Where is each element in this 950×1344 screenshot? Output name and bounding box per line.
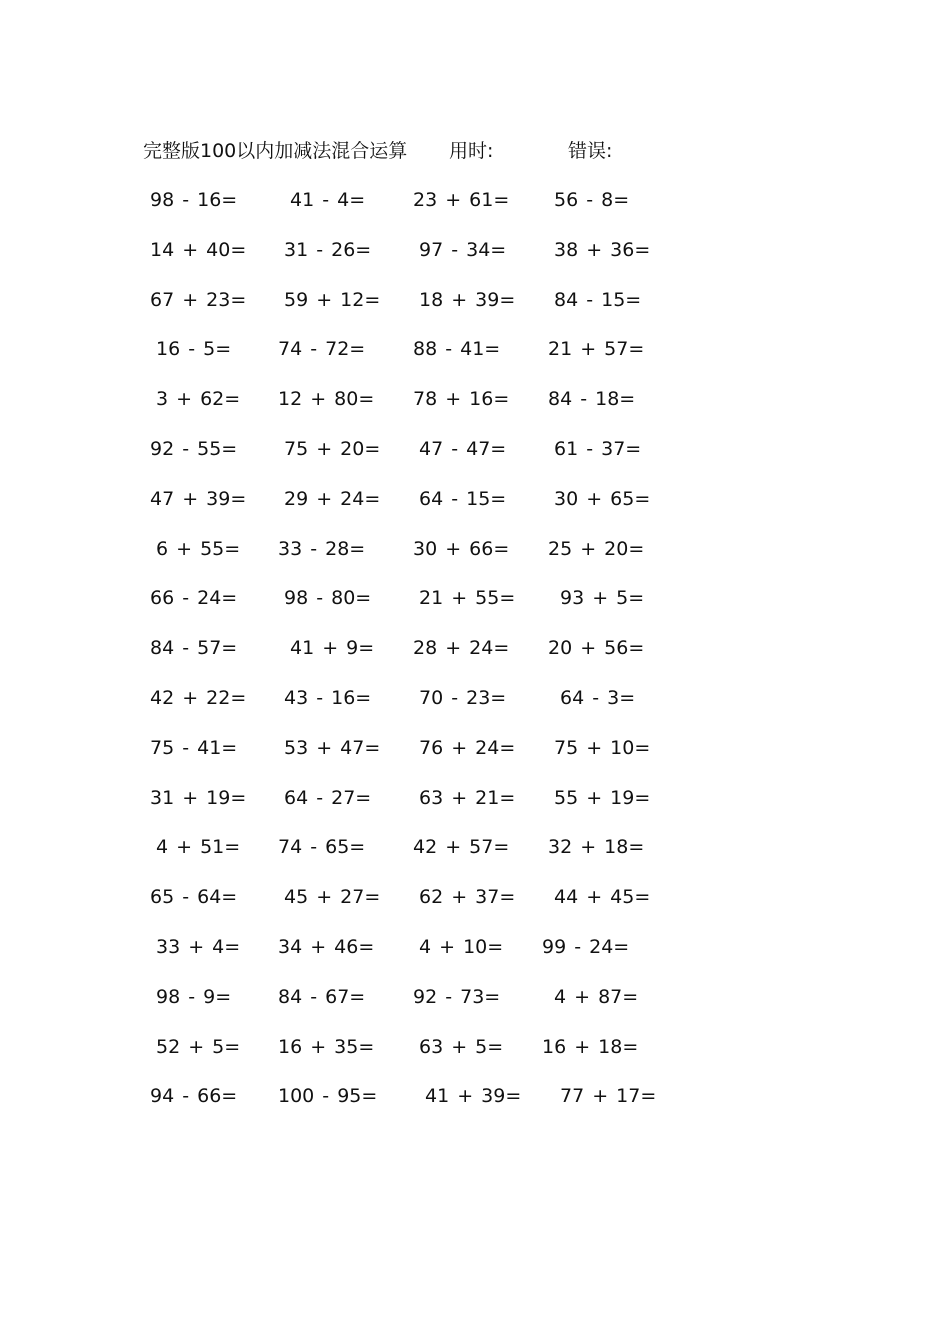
problem-cell: 25 + 20=	[548, 537, 645, 560]
problem-cell: 67 + 23=	[150, 288, 247, 311]
problem-cell: 32 + 18=	[548, 836, 645, 859]
problem-cell: 100 - 95=	[278, 1085, 378, 1108]
problem-cell: 12 + 80=	[278, 388, 375, 411]
problem-row	[0, 286, 950, 336]
problem-cell: 31 + 19=	[150, 786, 247, 809]
problem-cell: 3 + 62=	[156, 388, 241, 411]
problem-row	[0, 983, 950, 1033]
problem-cell: 63 + 5=	[419, 1035, 504, 1058]
problem-row	[0, 734, 950, 784]
problem-cell: 63 + 21=	[419, 786, 516, 809]
problem-row	[0, 1082, 950, 1132]
problem-cell: 20 + 56=	[548, 637, 645, 660]
problem-cell: 31 - 26=	[284, 238, 372, 261]
problem-cell: 30 + 65=	[554, 487, 651, 510]
problem-row	[0, 236, 950, 286]
problem-cell: 4 + 51=	[156, 836, 241, 859]
worksheet-title: 完整版100以内加减法混合运算	[143, 140, 408, 162]
problem-row	[0, 385, 950, 435]
problem-cell: 66 - 24=	[150, 587, 238, 610]
problem-cell: 33 - 28=	[278, 537, 366, 560]
problem-cell: 62 + 37=	[419, 886, 516, 909]
problem-cell: 65 - 64=	[150, 886, 238, 909]
problem-cell: 78 + 16=	[413, 388, 510, 411]
problem-cell: 92 - 55=	[150, 437, 238, 460]
problem-cell: 59 + 12=	[284, 288, 381, 311]
problem-cell: 98 - 16=	[150, 189, 238, 211]
problem-cell: 33 + 4=	[156, 935, 241, 958]
problem-cell: 41 - 4=	[290, 189, 366, 211]
problem-cell: 74 - 65=	[278, 836, 366, 859]
problem-cell: 41 + 39=	[425, 1085, 522, 1108]
problem-row	[0, 435, 950, 485]
problem-cell: 6 + 55=	[156, 537, 241, 560]
problem-cell: 14 + 40=	[150, 238, 247, 261]
problem-cell: 64 - 15=	[419, 487, 507, 510]
time-label: 用时:	[449, 140, 494, 162]
problem-cell: 93 + 5=	[560, 587, 645, 610]
problem-cell: 74 - 72=	[278, 338, 366, 361]
problem-cell: 88 - 41=	[413, 338, 501, 361]
problem-cell: 16 + 18=	[542, 1035, 639, 1058]
problem-row	[0, 485, 950, 535]
problem-cell: 52 + 5=	[156, 1035, 241, 1058]
problem-row	[0, 933, 950, 983]
problem-cell: 41 + 9=	[290, 637, 375, 660]
problem-row	[0, 584, 950, 634]
problem-cell: 34 + 46=	[278, 935, 375, 958]
problem-row	[0, 1033, 950, 1083]
problem-cell: 92 - 73=	[413, 985, 501, 1008]
problem-row	[0, 784, 950, 834]
problem-cell: 42 + 22=	[150, 686, 247, 709]
problem-cell: 56 - 8=	[554, 189, 630, 211]
problem-row	[0, 883, 950, 933]
problem-cell: 21 + 57=	[548, 338, 645, 361]
problem-cell: 23 + 61=	[413, 189, 510, 211]
problem-cell: 53 + 47=	[284, 736, 381, 759]
problem-cell: 16 + 35=	[278, 1035, 375, 1058]
problem-cell: 75 - 41=	[150, 736, 238, 759]
problem-cell: 64 - 27=	[284, 786, 372, 809]
problem-cell: 84 - 57=	[150, 637, 238, 660]
problem-cell: 75 + 10=	[554, 736, 651, 759]
problem-cell: 28 + 24=	[413, 637, 510, 660]
problem-cell: 29 + 24=	[284, 487, 381, 510]
problem-cell: 76 + 24=	[419, 736, 516, 759]
problem-cell: 43 - 16=	[284, 686, 372, 709]
problem-row	[0, 833, 950, 883]
problem-cell: 97 - 34=	[419, 238, 507, 261]
problem-cell: 98 - 9=	[156, 985, 232, 1008]
problem-grid	[0, 186, 950, 1132]
problem-cell: 47 - 47=	[419, 437, 507, 460]
problem-cell: 45 + 27=	[284, 886, 381, 909]
problem-cell: 16 - 5=	[156, 338, 232, 361]
problem-cell: 18 + 39=	[419, 288, 516, 311]
problem-row	[0, 684, 950, 734]
problem-cell: 84 - 15=	[554, 288, 642, 311]
problem-cell: 4 + 10=	[419, 935, 504, 958]
problem-cell: 84 - 18=	[548, 388, 636, 411]
problem-row	[0, 186, 950, 236]
problem-cell: 75 + 20=	[284, 437, 381, 460]
problem-row	[0, 535, 950, 585]
problem-cell: 21 + 55=	[419, 587, 516, 610]
problem-cell: 38 + 36=	[554, 238, 651, 261]
problem-cell: 61 - 37=	[554, 437, 642, 460]
problem-cell: 70 - 23=	[419, 686, 507, 709]
problem-cell: 42 + 57=	[413, 836, 510, 859]
problem-row	[0, 335, 950, 385]
problem-cell: 99 - 24=	[542, 935, 630, 958]
problem-cell: 84 - 67=	[278, 985, 366, 1008]
problem-cell: 30 + 66=	[413, 537, 510, 560]
problem-cell: 94 - 66=	[150, 1085, 238, 1108]
problem-cell: 98 - 80=	[284, 587, 372, 610]
errors-label: 错误:	[568, 140, 613, 162]
problem-row	[0, 634, 950, 684]
problem-cell: 47 + 39=	[150, 487, 247, 510]
problem-cell: 64 - 3=	[560, 686, 636, 709]
problem-cell: 4 + 87=	[554, 985, 639, 1008]
problem-cell: 77 + 17=	[560, 1085, 657, 1108]
problem-cell: 55 + 19=	[554, 786, 651, 809]
problem-cell: 44 + 45=	[554, 886, 651, 909]
worksheet-header	[143, 136, 663, 166]
